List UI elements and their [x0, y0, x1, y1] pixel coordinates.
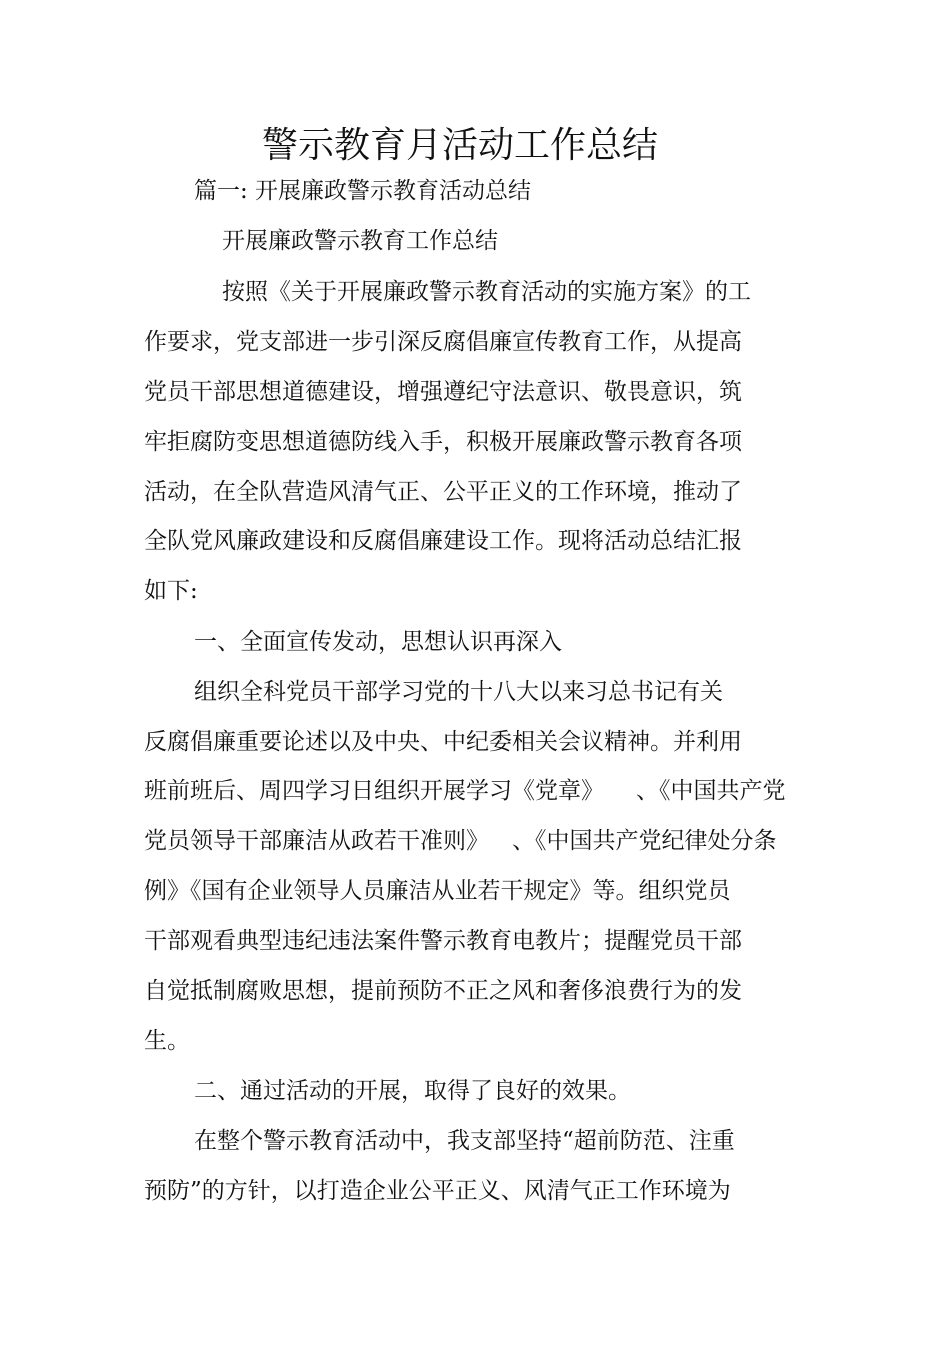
- paragraph-line: 党员领导干部廉洁从政若干准则》: [144, 828, 489, 854]
- paragraph-line: 党员干部思想道德建设，增强遵纪守法意识、敬畏意识，筑: [144, 379, 742, 405]
- paragraph-line: 牢拒腐防变思想道德防线入手，积极开展廉政警示教育各项: [144, 429, 742, 455]
- subtitle: 开展廉政警示教育工作总结: [222, 228, 498, 254]
- paragraph-line: 生。: [144, 1028, 190, 1054]
- paragraph-line: 组织全科党员干部学习党的十八大以来习总书记有关: [194, 679, 723, 705]
- paragraph-line: 按照《关于开展廉政警示教育活动的实施方案》的工: [222, 279, 751, 305]
- section-heading-one: 一、全面宣传发动，思想认识再深入: [194, 629, 562, 655]
- paragraph-line: 在整个警示教育活动中，我支部坚持“超前防范、注重: [194, 1128, 735, 1154]
- paragraph-line: 作要求，党支部进一步引深反腐倡廉宣传教育工作，从提高: [144, 329, 742, 355]
- paragraph-line: 班前班后、周四学习日组织开展学习《党章》: [144, 778, 604, 804]
- paragraph-line: 全队党风廉政建设和反腐倡廉建设工作。现将活动总结汇报: [144, 528, 742, 554]
- paragraph-line-fragment: 、《中国共产党纪律处分条: [512, 828, 777, 854]
- paragraph-line: 例》《国有企业领导人员廉洁从业若干规定》等。组织党员: [144, 878, 731, 904]
- paragraph-line: 干部观看典型违纪违法案件警示教育电教片；提醒党员干部: [144, 928, 742, 954]
- section-heading-part-one: 篇一: 开展廉政警示教育活动总结: [194, 178, 532, 204]
- paragraph-line: 如下:: [144, 578, 198, 604]
- paragraph-line: 反腐倡廉重要论述以及中央、中纪委相关会议精神。并利用: [144, 729, 742, 755]
- paragraph-line: 活动，在全队营造风清气正、公平正义的工作环境，推动了: [144, 479, 742, 505]
- paragraph-line: 预防”的方针，以打造企业公平正义、风清气正工作环境为: [144, 1178, 731, 1204]
- paragraph-line-fragment: 、《中国共产党: [636, 778, 786, 804]
- paragraph-line: 自觉抵制腐败思想，提前预防不正之风和奢侈浪费行为的发: [144, 978, 742, 1004]
- section-heading-two: 二、通过活动的开展，取得了良好的效果。: [194, 1078, 631, 1104]
- document-title: 警示教育月活动工作总结: [261, 125, 658, 166]
